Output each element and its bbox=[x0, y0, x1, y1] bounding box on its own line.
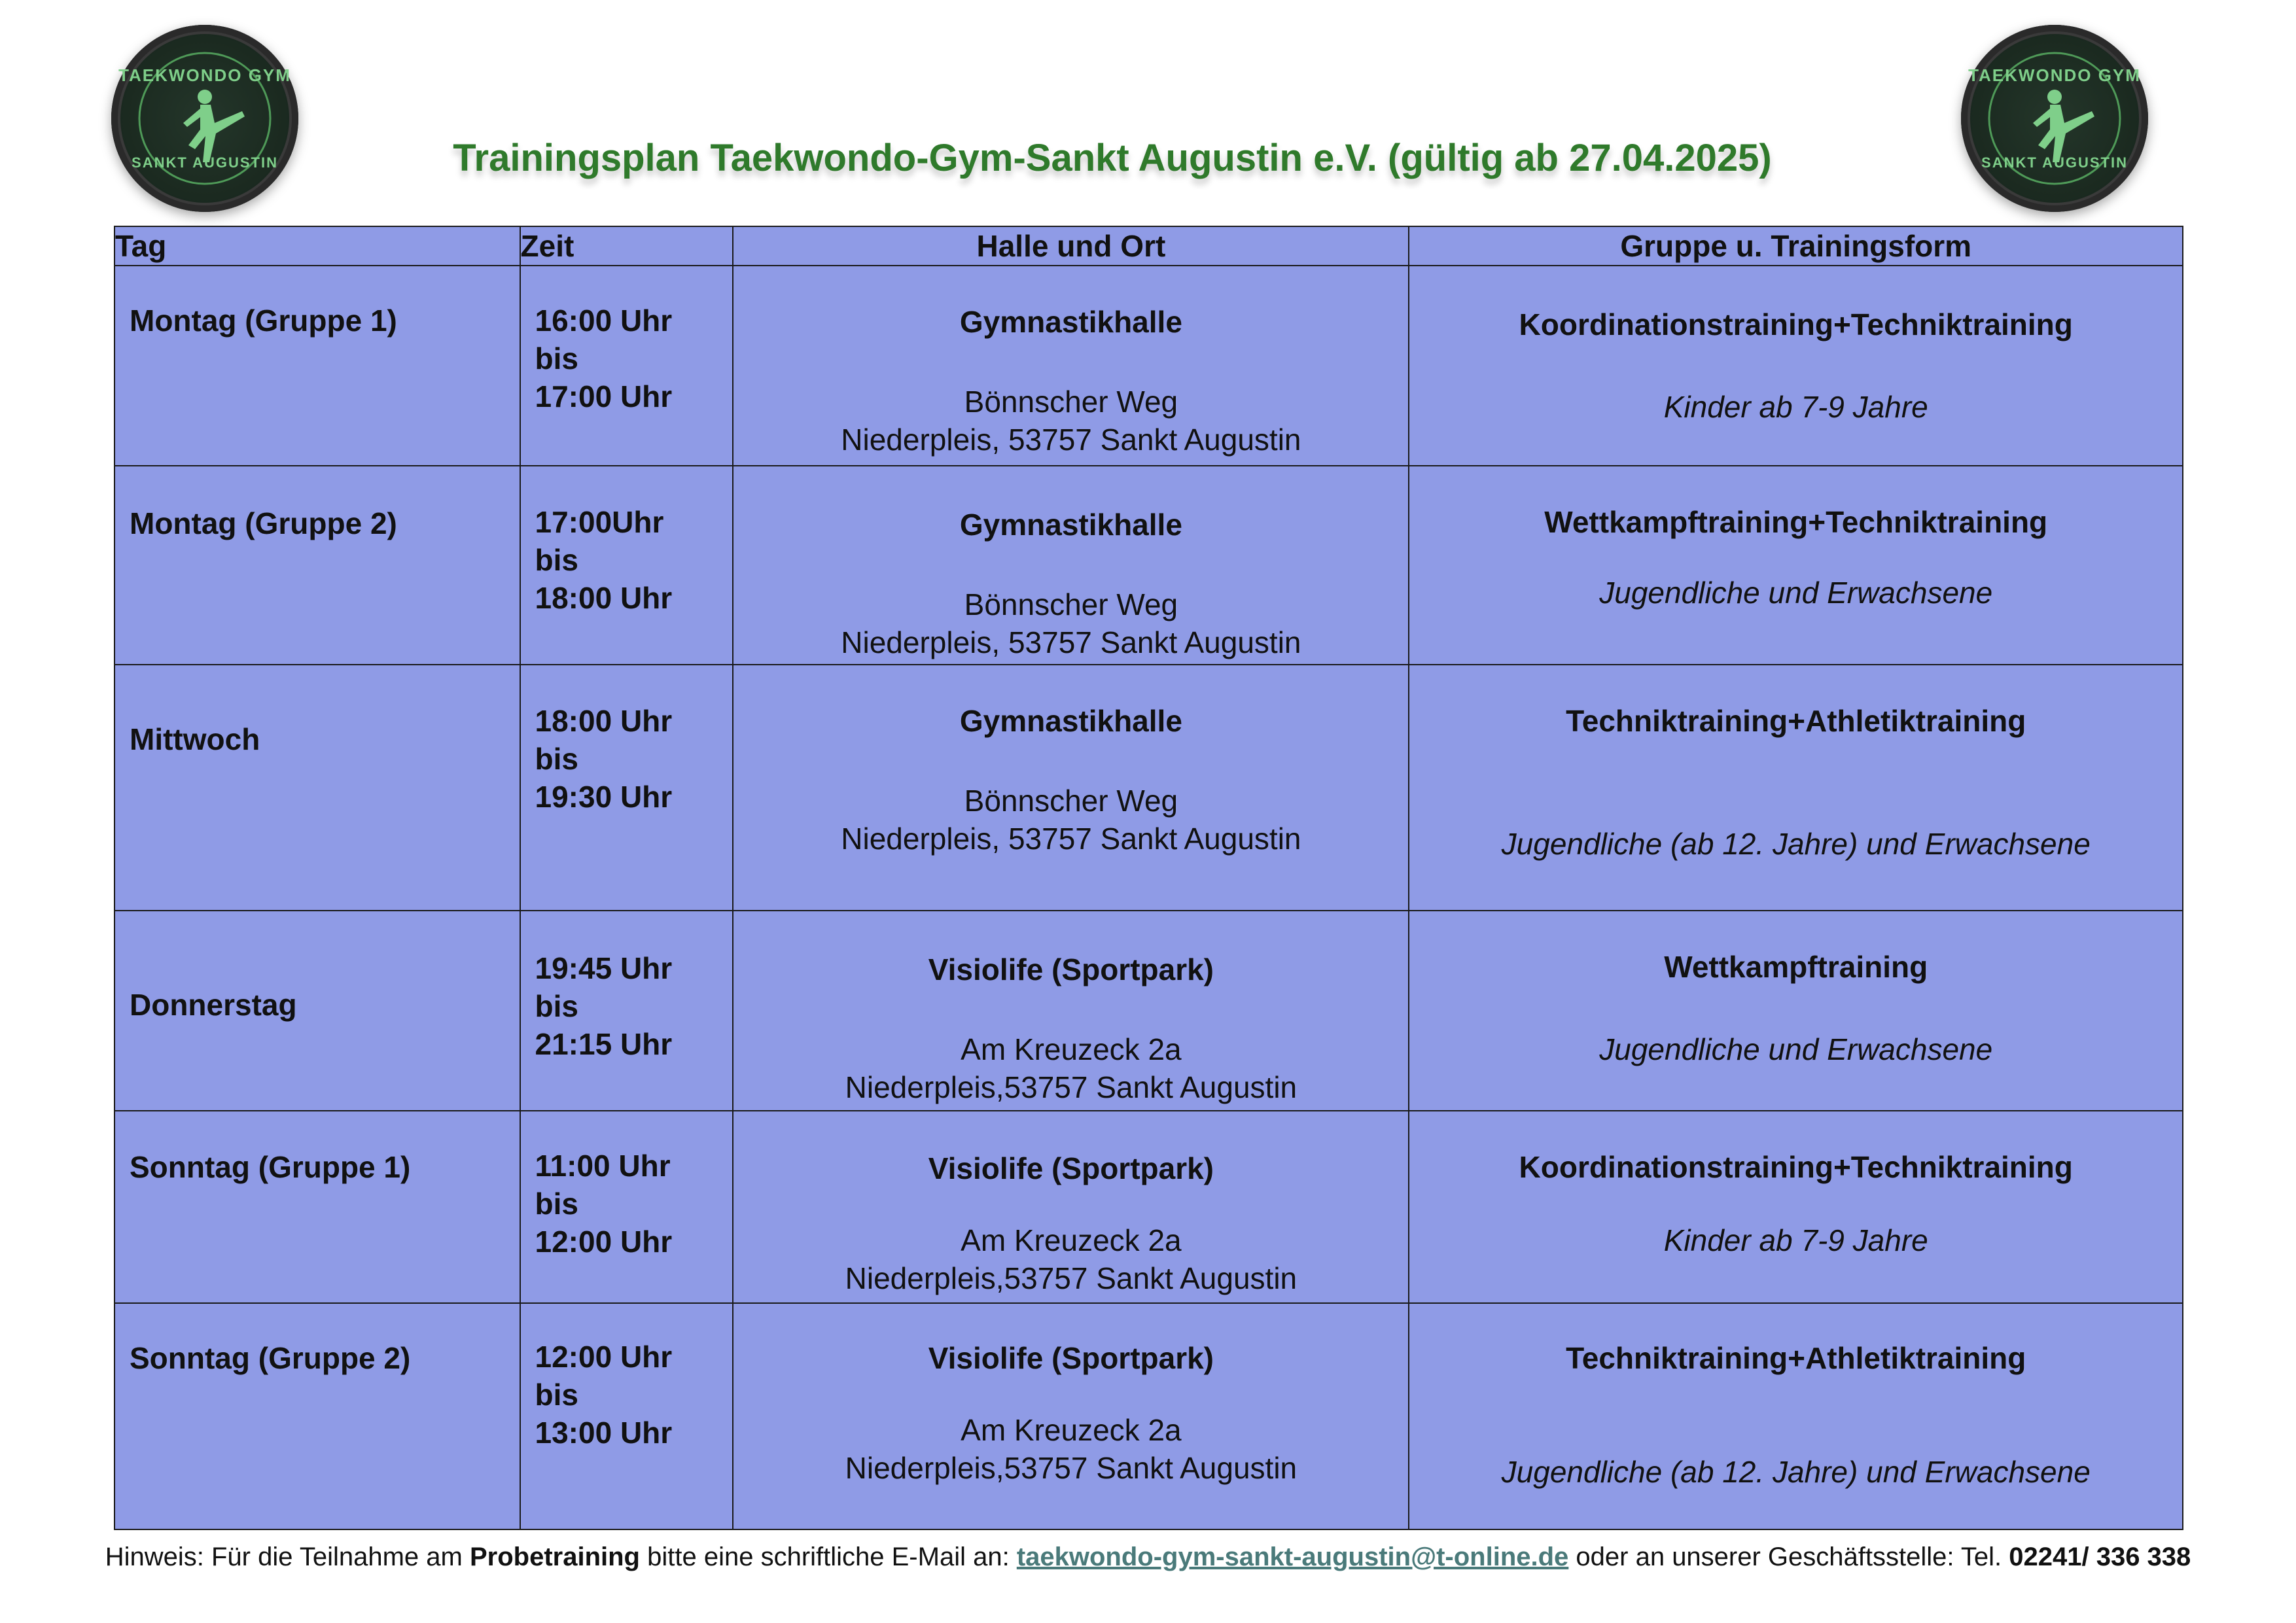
group-cell bbox=[1409, 911, 2183, 1111]
day-cell bbox=[115, 1303, 520, 1529]
time-end: 13:00 Uhr bbox=[535, 1416, 673, 1450]
header-day: Tag bbox=[115, 226, 520, 266]
day-label: Montag (Gruppe 1) bbox=[130, 304, 397, 338]
day-cell bbox=[115, 911, 520, 1111]
hall-name: Visiolife (Sportpark) bbox=[928, 1341, 1214, 1375]
time-separator: bis bbox=[535, 543, 578, 577]
address-city: Niederpleis, 53757 Sankt Augustin bbox=[841, 423, 1301, 457]
table-row bbox=[115, 266, 2183, 466]
time-separator: bis bbox=[535, 989, 578, 1023]
hall-cell bbox=[733, 266, 1409, 466]
training-form: Techniktraining+Athletiktraining bbox=[1566, 704, 2026, 738]
audience: Jugendliche (ab 12. Jahre) und Erwachsene bbox=[1501, 1455, 2091, 1489]
club-logo-left bbox=[111, 25, 298, 212]
audience: Kinder ab 7-9 Jahre bbox=[1663, 1223, 1928, 1257]
time-end: 17:00 Uhr bbox=[535, 379, 673, 413]
address-city: Niederpleis, 53757 Sankt Augustin bbox=[841, 625, 1301, 659]
training-form: Wettkampftraining bbox=[1664, 950, 1928, 984]
day-label: Sonntag (Gruppe 1) bbox=[130, 1150, 411, 1184]
time-cell bbox=[520, 1303, 733, 1529]
page-title: Trainingsplan Taekwondo-Gym-Sankt Augustin e.V. (gültig ab 27.04.2025) bbox=[453, 137, 1772, 179]
email-link[interactable]: taekwondo-gym-sankt-augustin@t-online.de bbox=[1016, 1543, 1569, 1571]
address-street: Bönnscher Weg bbox=[964, 587, 1178, 621]
day-cell bbox=[115, 266, 520, 466]
table-row bbox=[115, 1111, 2183, 1303]
table-row bbox=[115, 665, 2183, 911]
group-cell bbox=[1409, 466, 2183, 665]
address-street: Am Kreuzeck 2a bbox=[961, 1413, 1182, 1447]
audience: Jugendliche und Erwachsene bbox=[1599, 576, 1993, 610]
club-logo-right bbox=[1961, 25, 2148, 212]
audience: Kinder ab 7-9 Jahre bbox=[1663, 390, 1928, 424]
time-cell bbox=[520, 266, 733, 466]
footer-emphasis: Probetraining bbox=[469, 1543, 640, 1571]
time-start: 12:00 Uhr bbox=[535, 1340, 673, 1374]
logo-top-text: TAEKWONDO GYM bbox=[118, 65, 291, 85]
time-end: 18:00 Uhr bbox=[535, 581, 673, 615]
taekwondo-figure-icon bbox=[1961, 25, 2148, 212]
time-start: 18:00 Uhr bbox=[535, 704, 673, 738]
hall-cell bbox=[733, 1111, 1409, 1303]
hall-name: Visiolife (Sportpark) bbox=[928, 1151, 1214, 1185]
time-separator: bis bbox=[535, 742, 578, 776]
footer-after-email: oder an unserer Geschäftsstelle: Tel. bbox=[1568, 1543, 2009, 1571]
logo-bottom-text: SANKT AUGUSTIN bbox=[132, 154, 278, 171]
hall-name: Gymnastikhalle bbox=[959, 305, 1182, 339]
day-cell bbox=[115, 1111, 520, 1303]
footer-prefix: Hinweis: Für die Teilnahme am bbox=[105, 1543, 470, 1571]
table-row bbox=[115, 1303, 2183, 1529]
hall-name: Gymnastikhalle bbox=[959, 508, 1182, 542]
address-street: Bönnscher Weg bbox=[964, 385, 1178, 419]
time-end: 19:30 Uhr bbox=[535, 780, 673, 814]
time-start: 17:00Uhr bbox=[535, 505, 664, 539]
footer-middle: bitte eine schriftliche E-Mail an: bbox=[640, 1543, 1017, 1571]
time-cell bbox=[520, 466, 733, 665]
group-cell bbox=[1409, 266, 2183, 466]
training-schedule-table bbox=[114, 226, 2183, 1530]
hall-name: Gymnastikhalle bbox=[959, 704, 1182, 738]
time-separator: bis bbox=[535, 341, 578, 375]
time-cell bbox=[520, 911, 733, 1111]
header-group: Gruppe u. Trainingsform bbox=[1409, 226, 2183, 266]
phone-number: 02241/ 336 338 bbox=[2009, 1543, 2191, 1571]
time-cell bbox=[520, 1111, 733, 1303]
address-city: Niederpleis,53757 Sankt Augustin bbox=[845, 1451, 1298, 1485]
address-city: Niederpleis,53757 Sankt Augustin bbox=[845, 1261, 1298, 1295]
time-start: 11:00 Uhr bbox=[535, 1149, 671, 1183]
time-cell bbox=[520, 665, 733, 911]
audience: Jugendliche (ab 12. Jahre) und Erwachsene bbox=[1501, 827, 2091, 861]
table-header-row bbox=[115, 226, 2183, 266]
header-time: Zeit bbox=[520, 226, 733, 266]
audience: Jugendliche und Erwachsene bbox=[1599, 1032, 1993, 1066]
address-street: Bönnscher Weg bbox=[964, 784, 1178, 818]
training-form: Koordinationstraining+Techniktraining bbox=[1519, 307, 2073, 341]
day-label: Mittwoch bbox=[130, 722, 260, 756]
time-separator: bis bbox=[535, 1187, 578, 1221]
day-label: Donnerstag bbox=[130, 988, 297, 1022]
address-street: Am Kreuzeck 2a bbox=[961, 1223, 1182, 1257]
time-end: 21:15 Uhr bbox=[535, 1027, 673, 1061]
table-row bbox=[115, 911, 2183, 1111]
time-start: 19:45 Uhr bbox=[535, 951, 673, 985]
time-start: 16:00 Uhr bbox=[535, 304, 673, 338]
day-cell bbox=[115, 665, 520, 911]
training-form: Wettkampftraining+Techniktraining bbox=[1544, 505, 2048, 539]
group-cell bbox=[1409, 665, 2183, 911]
logo-bottom-text: SANKT AUGUSTIN bbox=[1981, 154, 2128, 171]
taekwondo-figure-icon bbox=[111, 25, 298, 212]
address-city: Niederpleis, 53757 Sankt Augustin bbox=[841, 822, 1301, 856]
training-form: Techniktraining+Athletiktraining bbox=[1566, 1341, 2026, 1375]
group-cell bbox=[1409, 1303, 2183, 1529]
hall-cell bbox=[733, 665, 1409, 911]
logo-top-text: TAEKWONDO GYM bbox=[1968, 65, 2141, 85]
training-form: Koordinationstraining+Techniktraining bbox=[1519, 1150, 2073, 1184]
day-label: Sonntag (Gruppe 2) bbox=[130, 1341, 411, 1375]
hall-name: Visiolife (Sportpark) bbox=[928, 952, 1214, 986]
hall-cell bbox=[733, 466, 1409, 665]
address-street: Am Kreuzeck 2a bbox=[961, 1032, 1182, 1066]
time-separator: bis bbox=[535, 1378, 578, 1412]
hall-cell bbox=[733, 911, 1409, 1111]
group-cell bbox=[1409, 1111, 2183, 1303]
address-city: Niederpleis,53757 Sankt Augustin bbox=[845, 1070, 1298, 1104]
day-cell bbox=[115, 466, 520, 665]
time-end: 12:00 Uhr bbox=[535, 1225, 673, 1259]
hall-cell bbox=[733, 1303, 1409, 1529]
footer-note bbox=[0, 1543, 2296, 1572]
day-label: Montag (Gruppe 2) bbox=[130, 506, 397, 540]
header-hall: Halle und Ort bbox=[733, 226, 1409, 266]
table-row bbox=[115, 466, 2183, 665]
